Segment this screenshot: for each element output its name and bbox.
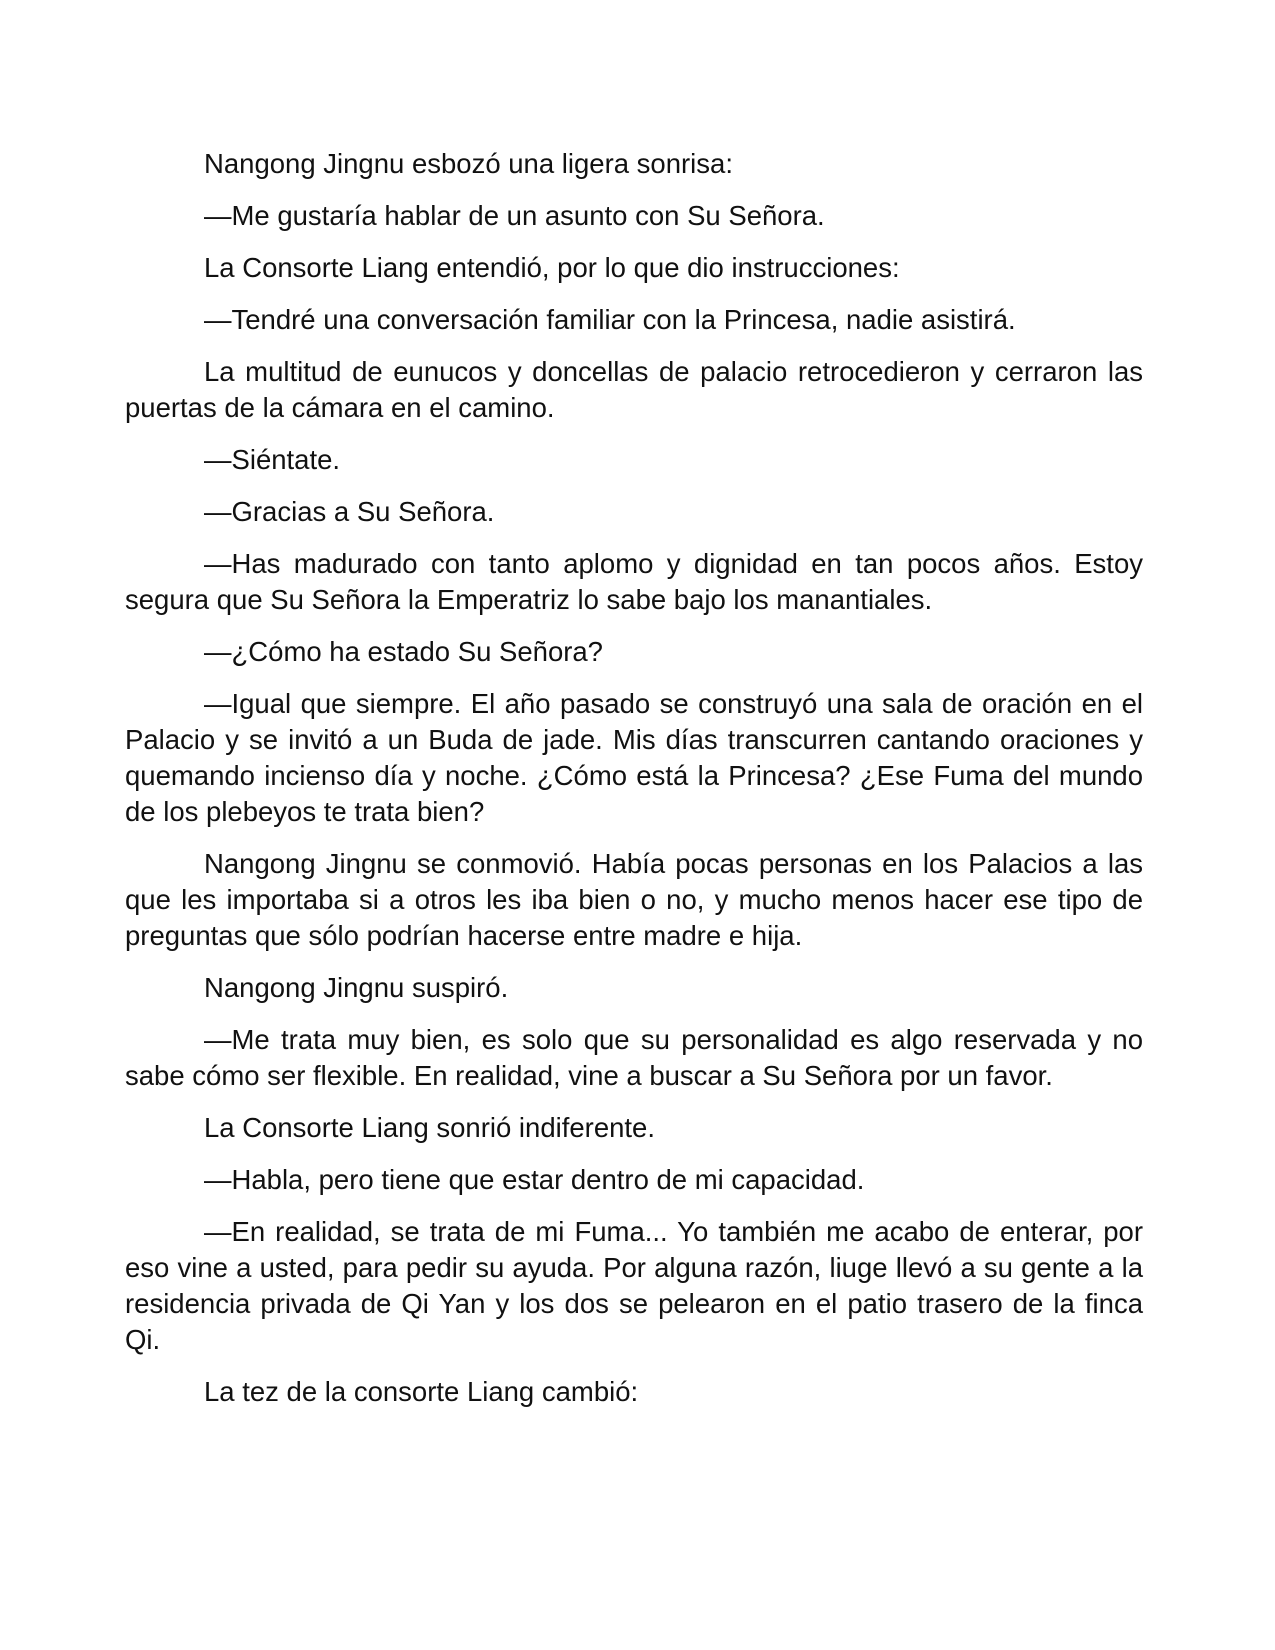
- paragraph: Nangong Jingnu esbozó una ligera sonrisa:: [204, 148, 733, 179]
- paragraph: —¿Cómo ha estado Su Señora?: [204, 636, 603, 667]
- paragraph: —Siéntate.: [204, 444, 341, 475]
- paragraph: —Habla, pero tiene que estar dentro de mi capacidad.: [204, 1164, 865, 1195]
- paragraph: Nangong Jingnu suspiró.: [204, 972, 509, 1003]
- paragraph: —Gracias a Su Señora.: [204, 496, 495, 527]
- paragraph: La tez de la consorte Liang cambió:: [204, 1376, 639, 1407]
- paragraph: La Consorte Liang sonrió indiferente.: [204, 1112, 655, 1143]
- paragraph: —Me gustaría hablar de un asunto con Su Señora.: [204, 200, 825, 231]
- paragraph: La Consorte Liang entendió, por lo que dio instrucciones:: [204, 252, 900, 283]
- paragraph: —Me trata muy bien, es solo que su personalidad es algo reservada y no sabe cómo ser flexible. En realidad, vine a buscar a Su Señora por un favor.: [125, 1024, 1143, 1091]
- paragraph: —Has madurado con tanto aplomo y dignidad en tan pocos años. Estoy segura que Su Señora la Emperatriz lo sabe bajo los manantiales.: [125, 548, 1143, 615]
- body-text: [125, 146, 1143, 1426]
- paragraph: —En realidad, se trata de mi Fuma... Yo también me acabo de enterar, por eso vine a usted, para pedir su ayuda. Por alguna razón, liuge llevó a su gente a la residencia privada de Qi Yan y los dos se pelearon en el patio trasero de la finca Qi.: [125, 1216, 1143, 1355]
- paragraph: —Igual que siempre. El año pasado se construyó una sala de oración en el Palacio y se invitó a un Buda de jade. Mis días transcurren cantando oraciones y quemando incienso día y noche. ¿Cómo está la Princesa? ¿Ese Fuma del mundo de los plebeyos te trata bien?: [125, 688, 1143, 827]
- paragraph: Nangong Jingnu se conmovió. Había pocas personas en los Palacios a las que les importaba si a otros les iba bien o no, y mucho menos hacer ese tipo de preguntas que sólo podrían hacerse entre madre e hija.: [125, 848, 1143, 951]
- paragraph: —Tendré una conversación familiar con la Princesa, nadie asistirá.: [204, 304, 1016, 335]
- paragraph: La multitud de eunucos y doncellas de palacio retrocedieron y cerraron las puertas de la cámara en el camino.: [125, 356, 1143, 423]
